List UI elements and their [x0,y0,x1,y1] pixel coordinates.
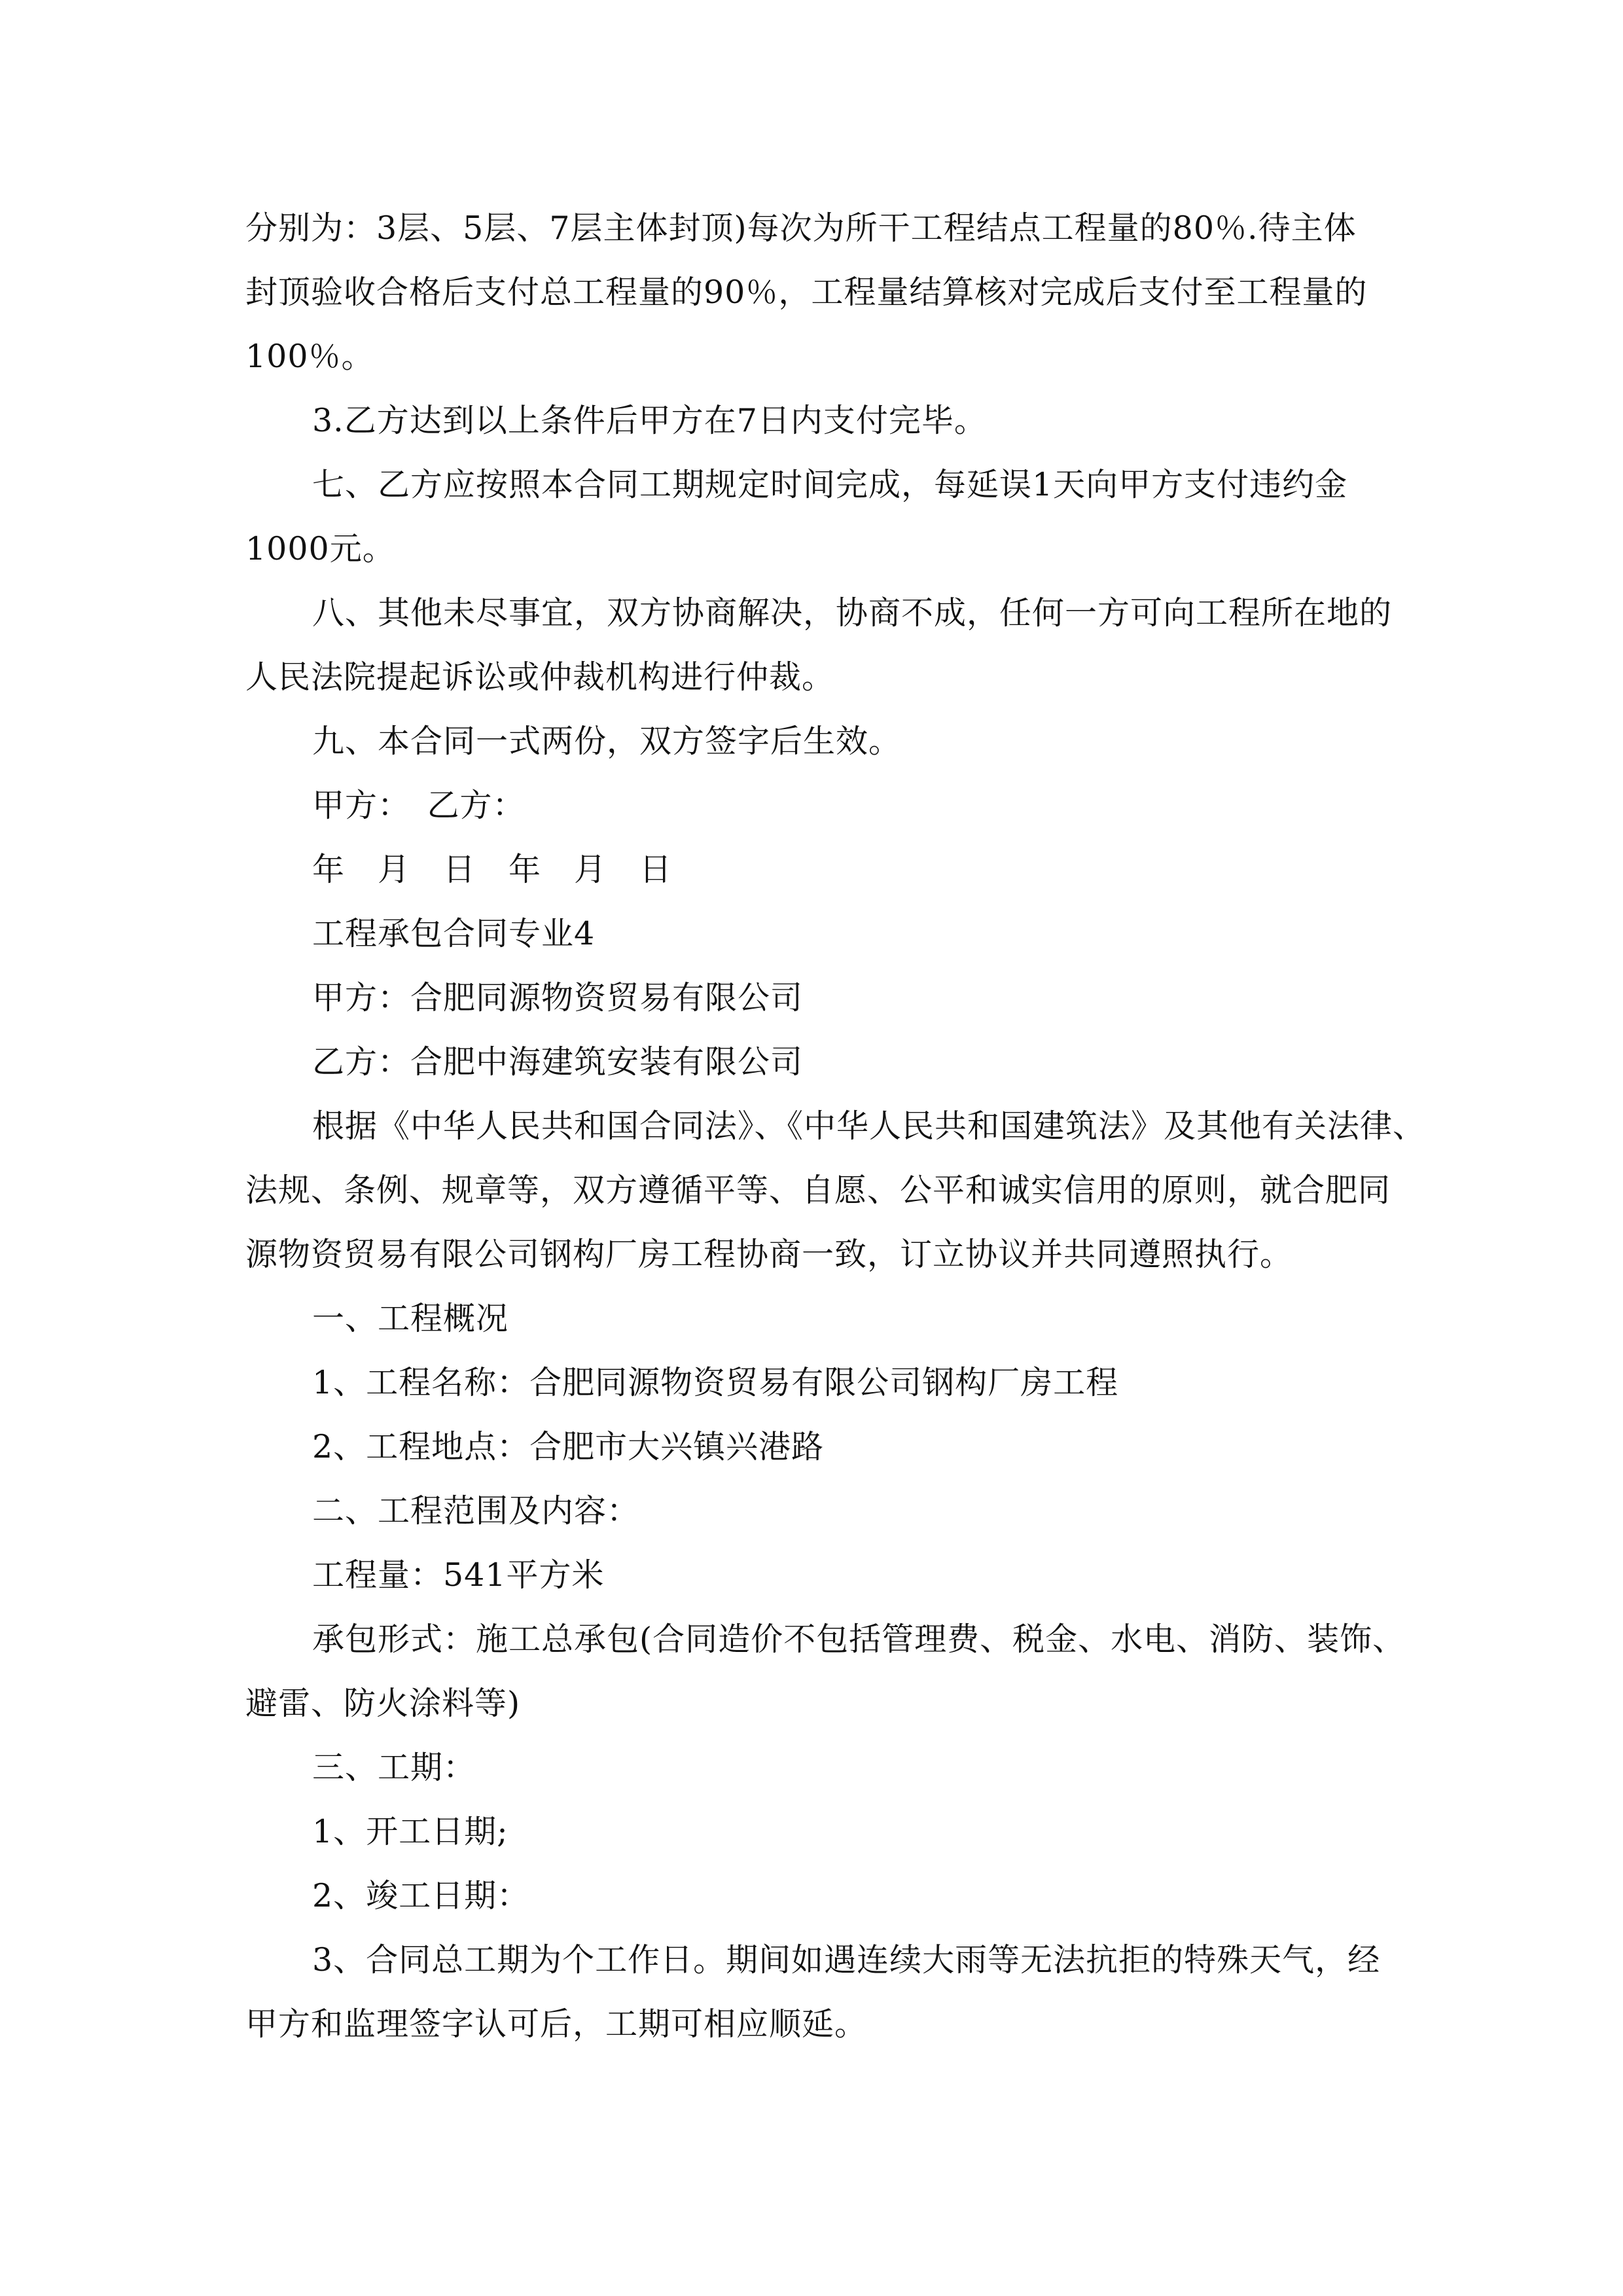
section-title: 工程承包合同专业4 [312,915,596,952]
text-line: 1、开工日期; [312,1813,508,1850]
section-heading: 二、工程范围及内容： [312,1492,640,1530]
text-line: 根据《中华人民共和国合同法》、《中华人民共和国建筑法》及其他有关法律、 [312,1107,1426,1145]
text-line: 2、工程地点：合肥市大兴镇兴港路 [312,1428,825,1465]
text-line: 2、竣工日期： [312,1877,530,1914]
text-line: 源物资贸易有限公司钢构厂房工程协商一致，订立协议并共同遵照执行。 [245,1236,1293,1273]
text-line: 七、乙方应按照本合同工期规定时间完成，每延误1天向甲方支付违约金 [312,466,1348,503]
text-line: 工程量：541平方米 [312,1556,605,1594]
text-line: 法规、条例、规章等，双方遵循平等、自愿、公平和诚实信用的原则，就合肥同 [245,1172,1391,1209]
text-line: 1、工程名称：合肥同源物资贸易有限公司钢构厂房工程 [312,1364,1119,1401]
text-line: 3.乙方达到以上条件后甲方在7日内支付完毕。 [312,402,987,439]
party-a: 甲方：合肥同源物资贸易有限公司 [312,979,804,1016]
text-line: 承包形式：施工总承包(合同造价不包括管理费、税金、水电、消防、装饰、 [312,1621,1406,1658]
document-body [245,196,1426,2056]
party-b: 乙方：合肥中海建筑安装有限公司 [312,1043,804,1081]
section-heading: 一、工程概况 [312,1300,509,1337]
text-line: 100％。 [245,338,374,375]
signature-party-labels: 甲方： 乙方： [312,787,526,824]
text-line: 甲方和监理签字认可后，工期可相应顺延。 [245,2005,868,2043]
text-line: 九、本合同一式两份，双方签字后生效。 [312,723,902,760]
text-line: 3、合同总工期为个工作日。期间如遇连续大雨等无法抗拒的特殊天气，经 [312,1941,1381,1979]
signature-date-labels: 年 月 日 年 月 日 [312,851,673,888]
text-line: 八、其他未尽事宜，双方协商解决，协商不成，任何一方可向工程所在地的 [312,594,1393,632]
section-heading: 三、工期： [312,1749,476,1786]
text-line: 人民法院提起诉讼或仲裁机构进行仲裁。 [245,658,835,696]
text-line: 避雷、防火涂料等) [245,1685,521,1722]
text-line: 封顶验收合格后支付总工程量的90％，工程量结算核对完成后支付至工程量的 [245,274,1368,311]
text-line: 1000元。 [245,530,395,567]
text-line: 分别为：3层、5层、7层主体封顶)每次为所干工程结点工程量的80％.待主体 [245,209,1357,247]
